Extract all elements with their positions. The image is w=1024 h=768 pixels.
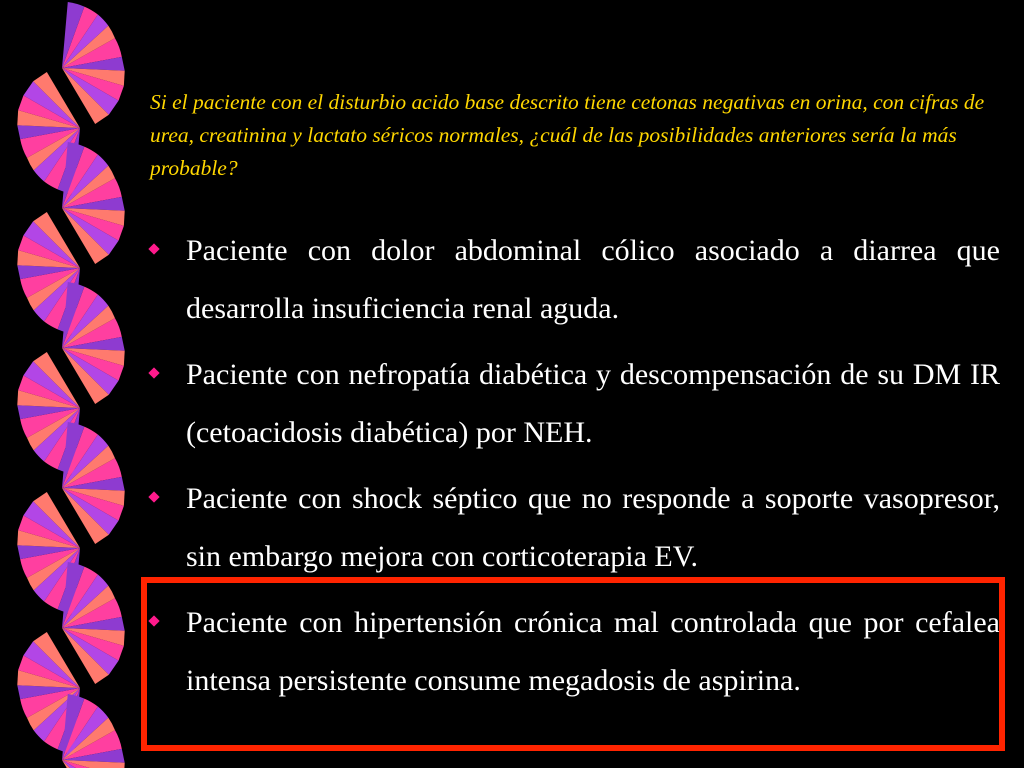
highlighted-answer-frame xyxy=(141,577,1005,751)
answer-option-2 xyxy=(150,346,1000,462)
answer-option-text: Paciente con dolor abdominal cólico asociado a diarrea que desarrolla insuficiencia renal aguda. xyxy=(186,234,1000,325)
diamond-bullet-icon xyxy=(148,243,159,254)
diamond-bullet-icon xyxy=(148,367,159,378)
answer-option-text: Paciente con shock séptico que no responde a soporte vasopresor, sin embargo mejora con corticoterapia EV. xyxy=(186,482,1000,573)
question-text: Si el paciente con el disturbio acido base descrito tiene cetonas negativas en orina, con cifras de urea, creatinina y lactato séricos normales, ¿cuál de las posibilidades anteriores sería la más probable? xyxy=(150,90,985,180)
answer-option-1 xyxy=(150,222,1000,338)
decorative-ribbon xyxy=(0,0,140,768)
diamond-bullet-icon xyxy=(148,491,159,502)
answer-option-text: Paciente con hipertensión crónica mal controlada que por cefalea intensa persistente consume megadosis de aspirina. xyxy=(186,606,1000,697)
answer-option-text: Paciente con nefropatía diabética y descompensación de su DM IR (cetoacidosis diabética) por NEH. xyxy=(186,358,1000,449)
answer-option-3 xyxy=(150,470,1000,586)
